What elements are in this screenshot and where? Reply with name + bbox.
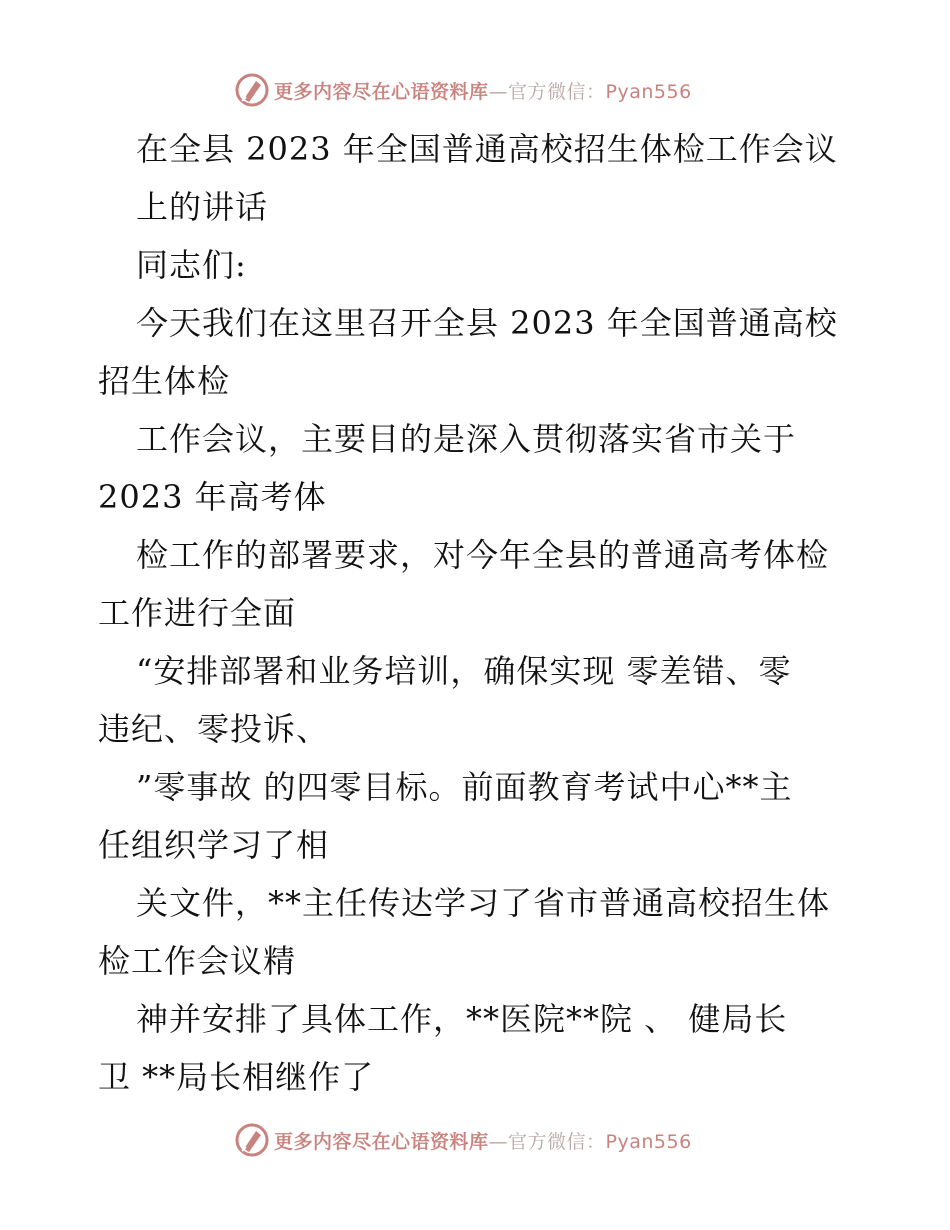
title-line-1: 在全县 2023 年全国普通高校招生体检工作会议 bbox=[136, 130, 838, 168]
paragraph-line: 2023 年高考体 bbox=[98, 478, 327, 516]
watermark-id: Pyan556 bbox=[605, 1130, 692, 1153]
paragraph-line: 违纪、零投诉、 bbox=[98, 710, 330, 748]
watermark-sub: 官方微信： bbox=[508, 80, 606, 103]
paragraph-line: 检工作会议精 bbox=[98, 942, 297, 980]
watermark-header bbox=[234, 72, 692, 108]
pen-nib-circle-icon bbox=[234, 72, 270, 108]
paragraph-line: 今天我们在这里召开全县 2023 年全国普通高校 bbox=[136, 304, 838, 342]
paragraph-line: “安排部署和业务培训，确保实现 零差错、零 bbox=[136, 652, 792, 690]
salutation: 同志们: bbox=[136, 246, 247, 284]
paragraph-line: 关文件，**主任传达学习了省市普通高校招生体 bbox=[136, 884, 831, 922]
paragraph-line: ”零事故 的四零目标。前面教育考试中心**主 bbox=[136, 768, 793, 806]
paragraph-line: 卫 **局长相继作了 bbox=[98, 1058, 375, 1096]
title-line-2: 上的讲话 bbox=[136, 188, 269, 226]
watermark-id: Pyan556 bbox=[605, 80, 692, 103]
watermark-text bbox=[274, 77, 692, 104]
watermark-separator: — bbox=[488, 1130, 509, 1153]
paragraph-line: 神并安排了具体工作，**医院**院 、 健局长 bbox=[136, 1000, 788, 1038]
watermark-main: 更多内容尽在心语资料库 bbox=[274, 80, 489, 103]
watermark-sub: 官方微信： bbox=[508, 1130, 606, 1153]
paragraph-line: 检工作的部署要求，对今年全县的普通高考体检 bbox=[136, 536, 830, 574]
paragraph-line: 任组织学习了相 bbox=[98, 826, 330, 864]
paragraph-line: 工作进行全面 bbox=[98, 594, 297, 632]
watermark-separator: — bbox=[488, 80, 509, 103]
watermark-main: 更多内容尽在心语资料库 bbox=[274, 1130, 489, 1153]
pen-nib-circle-icon bbox=[234, 1122, 270, 1158]
paragraph-line: 工作会议，主要目的是深入贯彻落实省市关于 bbox=[136, 420, 797, 458]
paragraph-line: 招生体检 bbox=[98, 362, 231, 400]
watermark-footer bbox=[234, 1122, 692, 1158]
watermark-text bbox=[274, 1127, 692, 1154]
document-body bbox=[98, 120, 858, 1106]
